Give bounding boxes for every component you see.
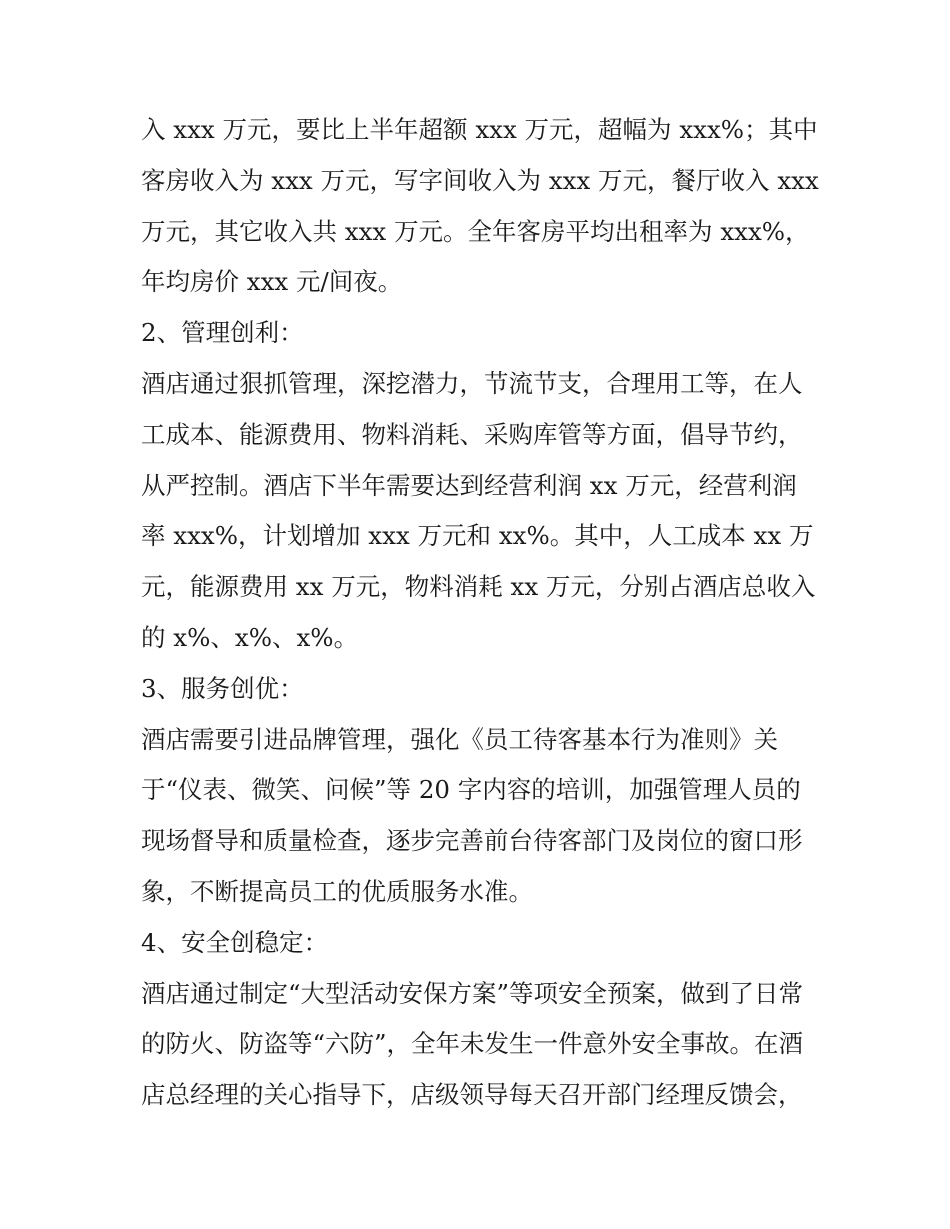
body-line: 从严控制。酒店下半年需要达到经营利润 xx 万元，经营利润 <box>141 470 797 500</box>
body-line: 工成本、能源费用、物料消耗、采购库管等方面，倡导节约， <box>141 419 803 449</box>
body-line: 酒店通过制定“大型活动安保方案”等项安全预案，做到了日常 <box>141 978 804 1008</box>
body-line: 的防火、防盗等“六防”，全年未发生一件意外安全事故。在酒 <box>141 1029 804 1059</box>
section-heading-management: 2、管理创利： <box>141 318 304 348</box>
body-line: 象，不断提高员工的优质服务水准。 <box>141 876 533 906</box>
body-line: 酒店通过狠抓管理，深挖潜力，节流节支，合理用工等，在人 <box>141 368 803 398</box>
body-line: 年均房价 xxx 元/间夜。 <box>141 267 403 297</box>
body-line: 现场督导和质量检查，逐步完善前台待客部门及岗位的窗口形 <box>141 826 803 856</box>
body-line: 酒店需要引进品牌管理，强化《员工待客基本行为准则》关 <box>141 724 778 754</box>
section-heading-safety: 4、安全创稳定： <box>141 927 329 957</box>
section-heading-service: 3、服务创优： <box>141 673 304 703</box>
body-line: 店总经理的关心指导下，店级领导每天召开部门经理反馈会， <box>141 1080 803 1110</box>
body-line: 的 x%、x%、x%。 <box>141 622 359 652</box>
document-body <box>141 105 821 1121</box>
body-line: 客房收入为 xxx 万元，写字间收入为 xxx 万元，餐厅收入 xxx <box>141 165 819 195</box>
body-line: 于“仪表、微笑、问候”等 20 字内容的培训，加强管理人员的 <box>141 775 801 805</box>
body-line: 元，能源费用 xx 万元，物料消耗 xx 万元，分别占酒店总收入 <box>141 572 816 602</box>
body-line: 入 xxx 万元，要比上半年超额 xxx 万元，超幅为 xxx%；其中 <box>141 115 818 144</box>
body-line: 万元，其它收入共 xxx 万元。全年客房平均出租率为 xxx%， <box>141 216 810 246</box>
body-line: 率 xxx%，计划增加 xxx 万元和 xx%。其中，人工成本 xx 万 <box>141 521 814 551</box>
